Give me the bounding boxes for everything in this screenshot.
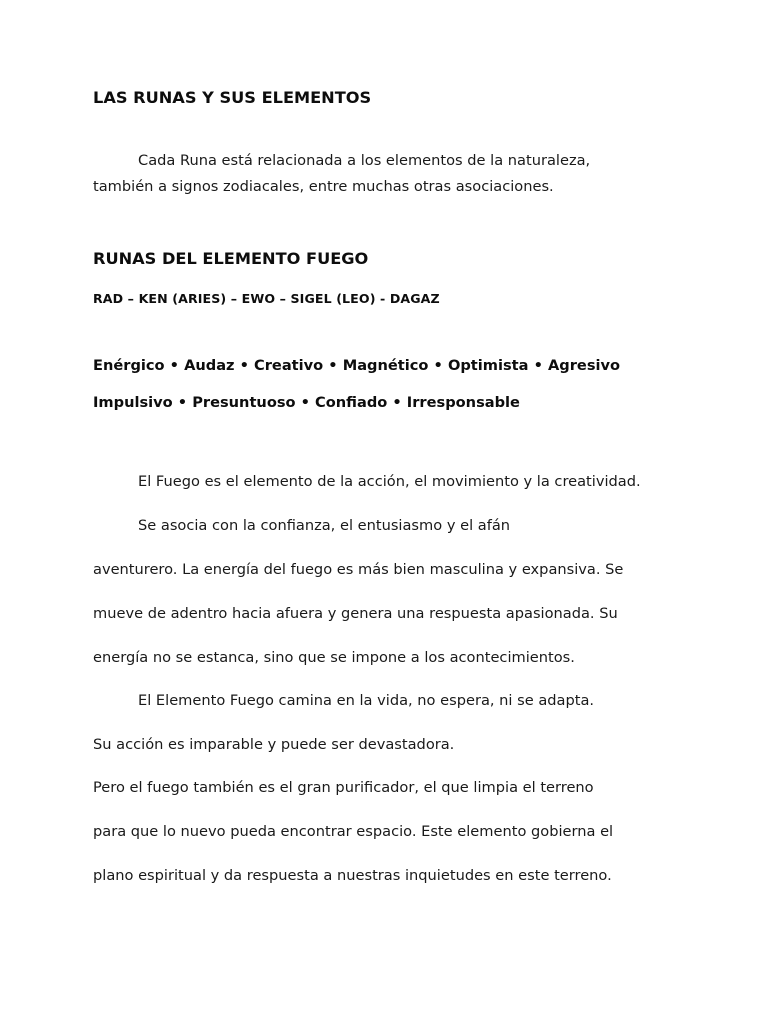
traits-line-1: Enérgico • Audaz • Creativo • Magnético • Optimista • Agresivo bbox=[93, 357, 621, 374]
body-line-9: para que lo nuevo pueda encontrar espacio. Este elemento gobierna el bbox=[93, 823, 614, 840]
document-title: LAS RUNAS Y SUS ELEMENTOS bbox=[93, 88, 372, 107]
intro-line-1: Cada Runa está relacionada a los elementos de la naturaleza, bbox=[138, 152, 591, 169]
body-line-1: El Fuego es el elemento de la acción, el movimiento y la creatividad. bbox=[138, 473, 641, 490]
intro-line-2: también a signos zodiacales, entre muchas otras asociaciones. bbox=[93, 178, 554, 195]
body-line-10: plano espiritual y da respuesta a nuestras inquietudes en este terreno. bbox=[93, 867, 612, 884]
body-line-8: Pero el fuego también es el gran purificador, el que limpia el terreno bbox=[93, 779, 594, 796]
body-line-4: mueve de adentro hacia afuera y genera una respuesta apasionada. Su bbox=[93, 605, 618, 622]
body-line-5: energía no se estanca, sino que se impone a los acontecimientos. bbox=[93, 649, 575, 666]
body-line-3: aventurero. La energía del fuego es más bien masculina y expansiva. Se bbox=[93, 561, 624, 578]
body-line-2: Se asocia con la confianza, el entusiasmo y el afán bbox=[138, 517, 511, 534]
traits-line-2: Impulsivo • Presuntuoso • Confiado • Irresponsable bbox=[93, 394, 520, 411]
body-line-7: Su acción es imparable y puede ser devastadora. bbox=[93, 736, 455, 753]
section-heading: RUNAS DEL ELEMENTO FUEGO bbox=[93, 249, 369, 268]
body-line-6: El Elemento Fuego camina en la vida, no espera, ni se adapta. bbox=[138, 692, 595, 709]
runes-line: RAD – KEN (ARIES) – EWO – SIGEL (LEO) - DAGAZ bbox=[93, 291, 440, 306]
